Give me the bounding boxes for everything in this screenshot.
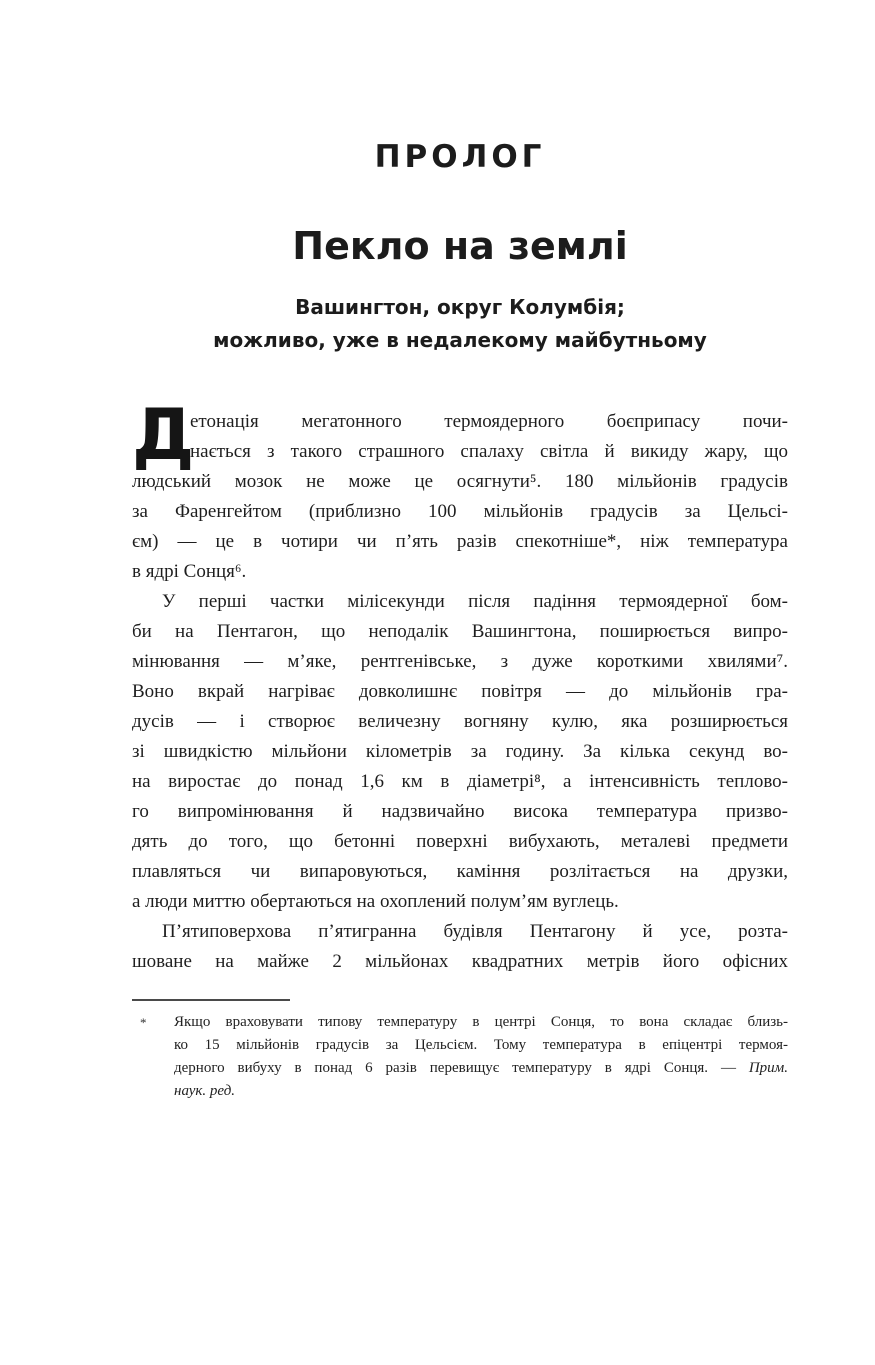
text-line: в ядрі Сонця⁶. (132, 560, 247, 582)
text-line: ко 15 мільйонів градусів за Цельсієм. Тому температура в епіцентрі термоя- (174, 1036, 788, 1053)
paragraph-2-lines (132, 587, 788, 917)
text-line: людський мозок не може це осягнути⁵. 180 мільйонів градусів (132, 470, 788, 492)
paragraph-1-lines (132, 393, 788, 587)
footnote-line-3-regular: дерного вибуху в понад 6 разів перевищує температуру в ядрі Сонця. — (174, 1059, 736, 1076)
text-line: етонація мегатонного термоядерного боєприпасу почи- (190, 410, 788, 432)
text-line: У перші частки мілісекунди після падіння термоядерної бом- (162, 590, 788, 612)
text-line: Воно вкрай нагріває довколишнє повітря — до мільйонів гра- (132, 680, 788, 702)
footnote-separator (132, 999, 290, 1001)
footnote-text (174, 1011, 788, 1103)
footnote-line-3-italic: Прим. (748, 1059, 788, 1076)
text-line: дять до того, що бетонні поверхні вибухають, металеві предмети (132, 830, 788, 852)
text-line: плавляться чи випаровуються, каміння розлітається на друзки, (132, 860, 788, 882)
subtitle-line-2: можливо, уже в недалекому майбутньому (213, 327, 707, 352)
text-line: зі швидкістю мільйони кілометрів за годину. За кілька секунд во- (132, 740, 788, 762)
footnote (132, 999, 788, 1103)
body-text (132, 393, 788, 977)
text-line: би на Пентагон, що неподалік Вашингтона, поширюється випро- (132, 620, 788, 642)
chapter-subtitle (132, 291, 788, 357)
chapter-kicker: ПРОЛОГ (374, 139, 546, 175)
text-line: а люди миттю обертаються на охоплений полум’ям вуглець. (132, 890, 619, 912)
text-line: шоване на майже 2 мільйонах квадратних метрів його офісних (132, 950, 788, 972)
text-line: мінювання — м’яке, рентгенівське, з дуже короткими хвилями⁷. (132, 650, 788, 672)
text-line: єм) — це в чотири чи п’ять разів спекотніше*, ніж температура (132, 530, 788, 552)
chapter-title: Пекло на землі (292, 224, 628, 268)
text-line: Якщо враховувати типову температуру в центрі Сонця, то вона складає близь- (174, 1013, 788, 1030)
footnote-line-4: наук. ред. (174, 1082, 236, 1099)
subtitle-line-1: Вашингтон, округ Колумбія; (295, 294, 625, 319)
footnote-lines (174, 1011, 788, 1057)
footnote-marker: * (140, 1014, 147, 1030)
paragraph-3 (132, 917, 788, 977)
paragraph-1 (132, 393, 788, 587)
book-page (0, 139, 875, 1365)
text-line: П’ятиповерхова п’ятигранна будівля Пентагону й усе, розта- (162, 920, 788, 942)
text-line: за Фаренгейтом (приблизно 100 мільйонів градусів за Цельсі- (132, 500, 788, 522)
paragraph-2 (132, 587, 788, 917)
text-line: на виростає до понад 1,6 км в діаметрі⁸, а інтенсивність теплово- (132, 770, 788, 792)
drop-cap: Д (132, 393, 195, 476)
text-line: го випромінювання й надзвичайно висока температура призво- (132, 800, 788, 822)
footnote-body (132, 1011, 788, 1103)
text-line: нається з такого страшного спалаху світла й викиду жару, що (190, 440, 788, 462)
text-line: дусів — і створює величезну вогняну кулю, яка розширюється (132, 710, 788, 732)
paragraph-3-lines (132, 917, 788, 977)
footnote-line-3 (174, 1057, 788, 1080)
